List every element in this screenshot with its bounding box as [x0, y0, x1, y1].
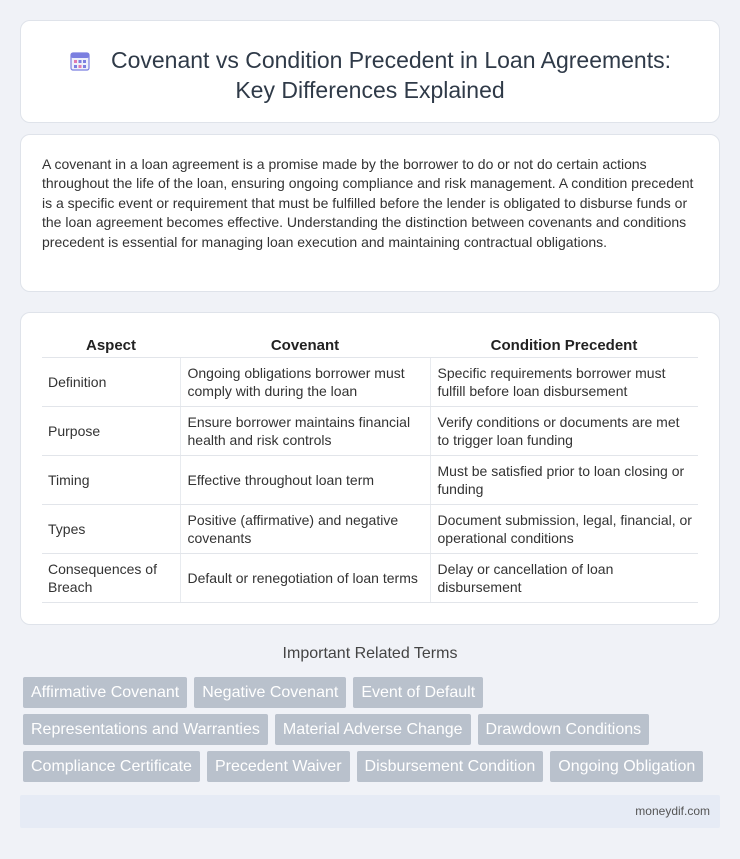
related-term-tag[interactable]: Negative Covenant — [194, 677, 346, 708]
related-term-tag[interactable]: Drawdown Conditions — [478, 714, 650, 745]
title-line-1: Covenant vs Condition Precedent in Loan Agreements: — [110, 47, 672, 73]
table-row — [42, 357, 698, 406]
cell-aspect: Definition — [42, 357, 180, 406]
related-term-tag[interactable]: Affirmative Covenant — [23, 677, 187, 708]
cell-aspect: Consequences of Breach — [42, 553, 180, 602]
cell-covenant: Positive (affirmative) and negative covenants — [180, 504, 430, 553]
cell-aspect: Timing — [42, 455, 180, 504]
related-terms-heading: Important Related Terms — [282, 645, 458, 662]
cell-covenant: Ongoing obligations borrower must comply with during the loan — [180, 357, 430, 406]
title-card — [20, 20, 720, 123]
cell-aspect: Purpose — [42, 406, 180, 455]
related-term-tag[interactable]: Material Adverse Change — [275, 714, 471, 745]
tag-row — [23, 751, 713, 782]
related-term-tag[interactable]: Representations and Warranties — [23, 714, 268, 745]
cell-aspect: Types — [42, 504, 180, 553]
header-covenant: Covenant — [180, 333, 430, 357]
footer — [20, 795, 720, 828]
table-row — [42, 553, 698, 602]
comparison-table-card — [20, 312, 720, 625]
header-aspect: Aspect — [42, 333, 180, 357]
cell-condition-precedent: Specific requirements borrower must fulfill before loan disbursement — [430, 357, 698, 406]
table-row — [42, 406, 698, 455]
table-header-row — [42, 333, 698, 357]
related-term-tag[interactable]: Compliance Certificate — [23, 751, 200, 782]
related-term-tag[interactable]: Ongoing Obligation — [550, 751, 703, 782]
intro-paragraph: A covenant in a loan agreement is a promise made by the borrower to do or not do certain actions throughout the life of the loan, ensuring ongoing compliance and risk management. A condition precedent is a specific event or requirement that must be fulfilled before the lender is obligated to disburse funds or the loan agreement becomes effective. Understanding the distinction between covenants and conditions precedent is essential for managing loan execution and maintaining contractual obligations. — [42, 156, 694, 250]
cell-covenant: Default or renegotiation of loan terms — [180, 553, 430, 602]
intro-card — [20, 134, 720, 292]
related-term-tag[interactable]: Disbursement Condition — [357, 751, 544, 782]
cell-condition-precedent: Delay or cancellation of loan disbursement — [430, 553, 698, 602]
tag-row — [23, 714, 713, 745]
cell-condition-precedent: Document submission, legal, financial, or operational conditions — [430, 504, 698, 553]
cell-covenant: Effective throughout loan term — [180, 455, 430, 504]
tag-row — [23, 677, 713, 708]
title-line-2: Key Differences Explained — [235, 77, 505, 103]
footer-site-label: moneydif.com — [635, 804, 710, 818]
calendar-icon — [69, 50, 91, 72]
comparison-table — [42, 333, 698, 603]
cell-condition-precedent: Verify conditions or documents are met to trigger loan funding — [430, 406, 698, 455]
table-row — [42, 504, 698, 553]
table-row — [42, 455, 698, 504]
cell-covenant: Ensure borrower maintains financial health and risk controls — [180, 406, 430, 455]
related-term-tag[interactable]: Event of Default — [353, 677, 483, 708]
cell-condition-precedent: Must be satisfied prior to loan closing or funding — [430, 455, 698, 504]
related-terms-list — [23, 677, 713, 788]
related-term-tag[interactable]: Precedent Waiver — [207, 751, 350, 782]
page-title — [21, 45, 719, 105]
header-condition-precedent: Condition Precedent — [430, 333, 698, 357]
